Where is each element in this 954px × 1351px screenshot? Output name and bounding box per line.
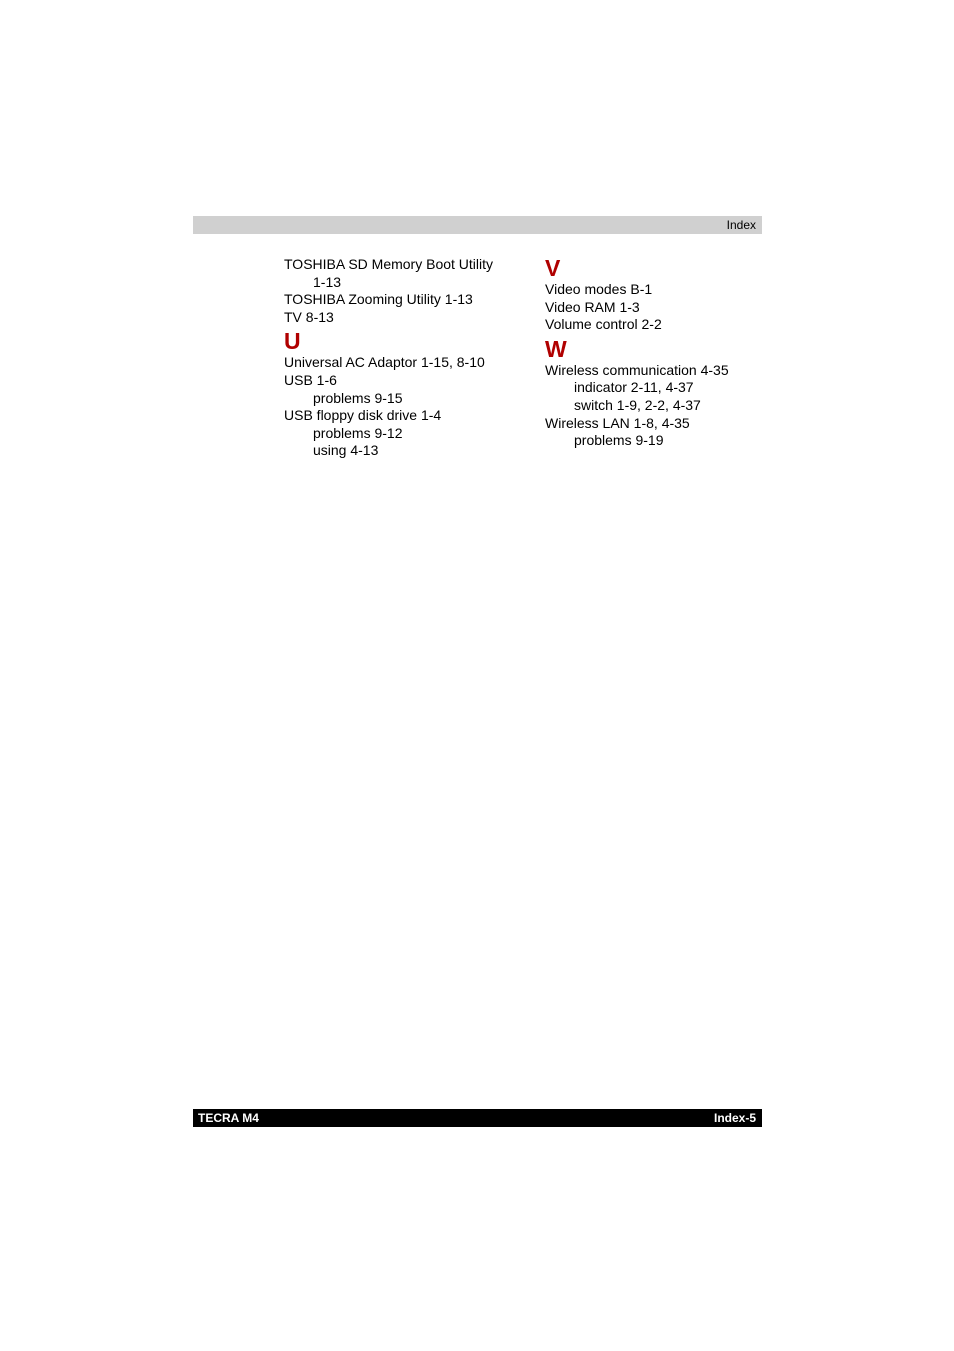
index-entry: Volume control 2-2 bbox=[545, 316, 662, 333]
index-entry-term: TOSHIBA SD Memory Boot Utility bbox=[284, 256, 494, 272]
footer-bar bbox=[193, 1109, 762, 1127]
index-column-left bbox=[284, 256, 524, 460]
index-entry: TV 8-13 bbox=[284, 308, 334, 325]
index-entry: Universal AC Adaptor 1-15, 8-10 bbox=[284, 354, 485, 371]
section-letter-v: V bbox=[545, 255, 561, 281]
index-entry: Wireless LAN 1-8, 4-35 bbox=[545, 414, 690, 431]
section-letter-u: U bbox=[284, 328, 301, 355]
index-subentry: problems 9-15 bbox=[313, 389, 403, 406]
index-entry bbox=[284, 256, 524, 291]
index-subentry: switch 1-9, 2-2, 4-37 bbox=[574, 396, 701, 413]
index-entry-page-continuation: 1-13 bbox=[313, 273, 342, 290]
index-entry: Video modes B-1 bbox=[545, 281, 653, 297]
index-entry: USB floppy disk drive 1-4 bbox=[284, 407, 442, 424]
section-letter-w: W bbox=[545, 335, 567, 362]
index-subentry: indicator 2-11, 4-37 bbox=[574, 379, 694, 396]
index-subentry: problems 9-12 bbox=[313, 424, 403, 441]
header-title: Index bbox=[726, 218, 756, 232]
index-entry: Video RAM 1-3 bbox=[545, 298, 640, 315]
index-entry: Wireless communication 4-35 bbox=[545, 361, 729, 378]
index-column-right bbox=[545, 256, 765, 450]
header-bar bbox=[193, 216, 762, 234]
footer-page-number: Index-5 bbox=[713, 1111, 756, 1125]
index-subentry: using 4-13 bbox=[313, 442, 379, 459]
index-entry: USB 1-6 bbox=[284, 371, 337, 388]
index-entry: TOSHIBA Zooming Utility 1-13 bbox=[284, 291, 473, 308]
index-subentry: problems 9-19 bbox=[574, 432, 664, 449]
footer-product-name: TECRA M4 bbox=[198, 1111, 259, 1125]
